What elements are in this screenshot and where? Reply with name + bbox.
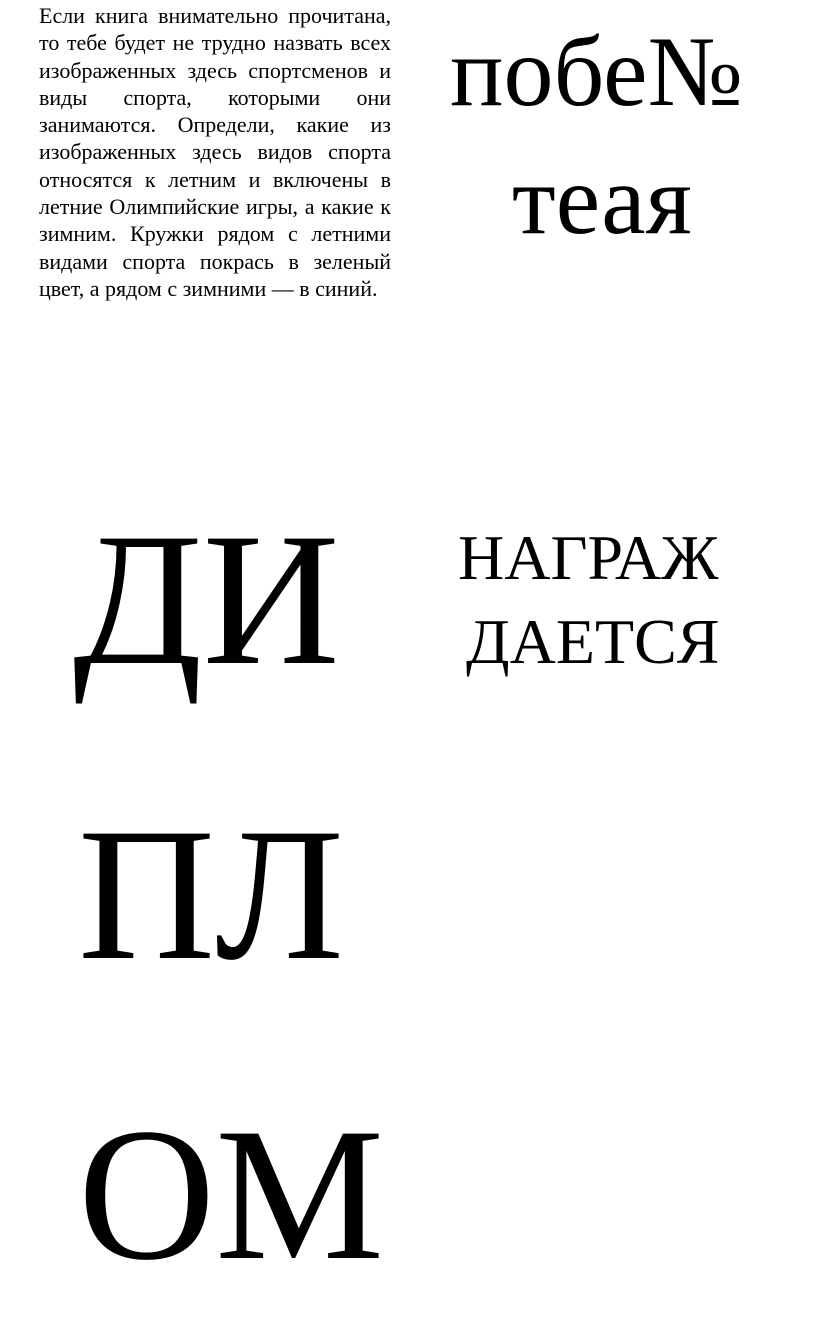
- word-teaya: теая: [512, 144, 692, 255]
- instructions-text: Если книга внимательно прочитана, то тебе будет не трудно назвать всех изображенных здесь спортсменов и виды спорта, которыми они занимаются. Определи, какие из изображенных здесь видов спорта относятся к летним и включены в летние Олимпийские игры, а какие к зимним. Кружки рядом с летними видами спорта покрась в зеленый цвет, а рядом с зимними — в синий.: [39, 3, 391, 301]
- word-pobe: побе№: [450, 16, 743, 127]
- word-nagrazh: НАГРАЖ: [458, 522, 719, 593]
- word-daetsya: ДАЕТСЯ: [466, 606, 720, 677]
- word-pl: ПЛ: [78, 790, 345, 1000]
- word-di: ДИ: [73, 495, 340, 705]
- word-om: ОМ: [78, 1090, 385, 1300]
